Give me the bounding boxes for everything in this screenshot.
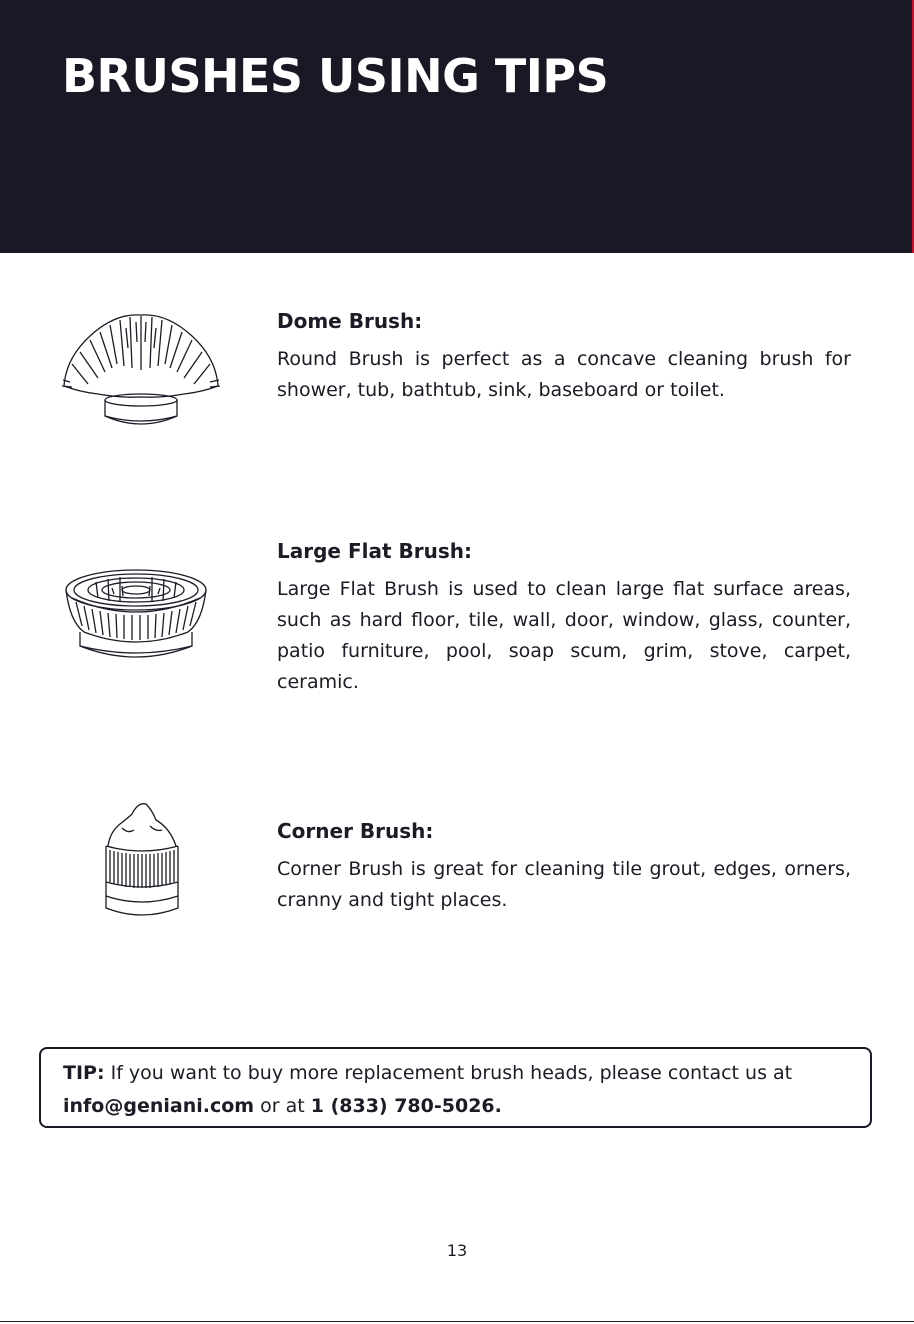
dome-brush-icon bbox=[60, 308, 222, 430]
brush-description: Round Brush is perfect as a concave cleaning brush for shower, tub, bathtub, sink, baseboard or toilet. bbox=[277, 348, 851, 401]
brush-section-corner bbox=[0, 800, 914, 960]
brush-name: Corner Brush: bbox=[277, 819, 434, 843]
contact-email[interactable]: info@geniani.com bbox=[63, 1095, 255, 1117]
contact-phone[interactable]: 1 (833) 780-5026. bbox=[310, 1095, 502, 1117]
tip-text-middle: or at bbox=[254, 1095, 311, 1117]
brush-text-large-flat bbox=[277, 538, 851, 698]
brush-text-corner bbox=[277, 818, 851, 916]
brush-section-dome bbox=[0, 290, 914, 490]
page-title: BRUSHES USING TIPS bbox=[62, 49, 609, 103]
tip-text: If you want to buy more replacement brush heads, please contact us at bbox=[104, 1062, 793, 1084]
large-flat-brush-icon bbox=[62, 564, 210, 668]
brush-name: Large Flat Brush: bbox=[277, 539, 472, 563]
header-banner bbox=[0, 0, 914, 253]
tip-box bbox=[39, 1047, 872, 1128]
corner-brush-icon bbox=[100, 800, 184, 922]
brush-section-large-flat bbox=[0, 520, 914, 720]
brush-name: Dome Brush: bbox=[277, 309, 423, 333]
page-number: 13 bbox=[446, 1241, 468, 1260]
brush-description: Large Flat Brush is used to clean large flat surface areas, such as hard floor, tile, wall, door, window, glass, counter, patio furniture, pool, soap scum, grim, stove, carpet, ceramic. bbox=[277, 578, 851, 693]
tip-label: TIP: bbox=[63, 1062, 105, 1084]
bottom-rule bbox=[0, 1321, 914, 1322]
brush-description: Corner Brush is great for cleaning tile grout, edges, orners, cranny and tight places. bbox=[277, 858, 851, 911]
brush-text-dome bbox=[277, 308, 851, 406]
